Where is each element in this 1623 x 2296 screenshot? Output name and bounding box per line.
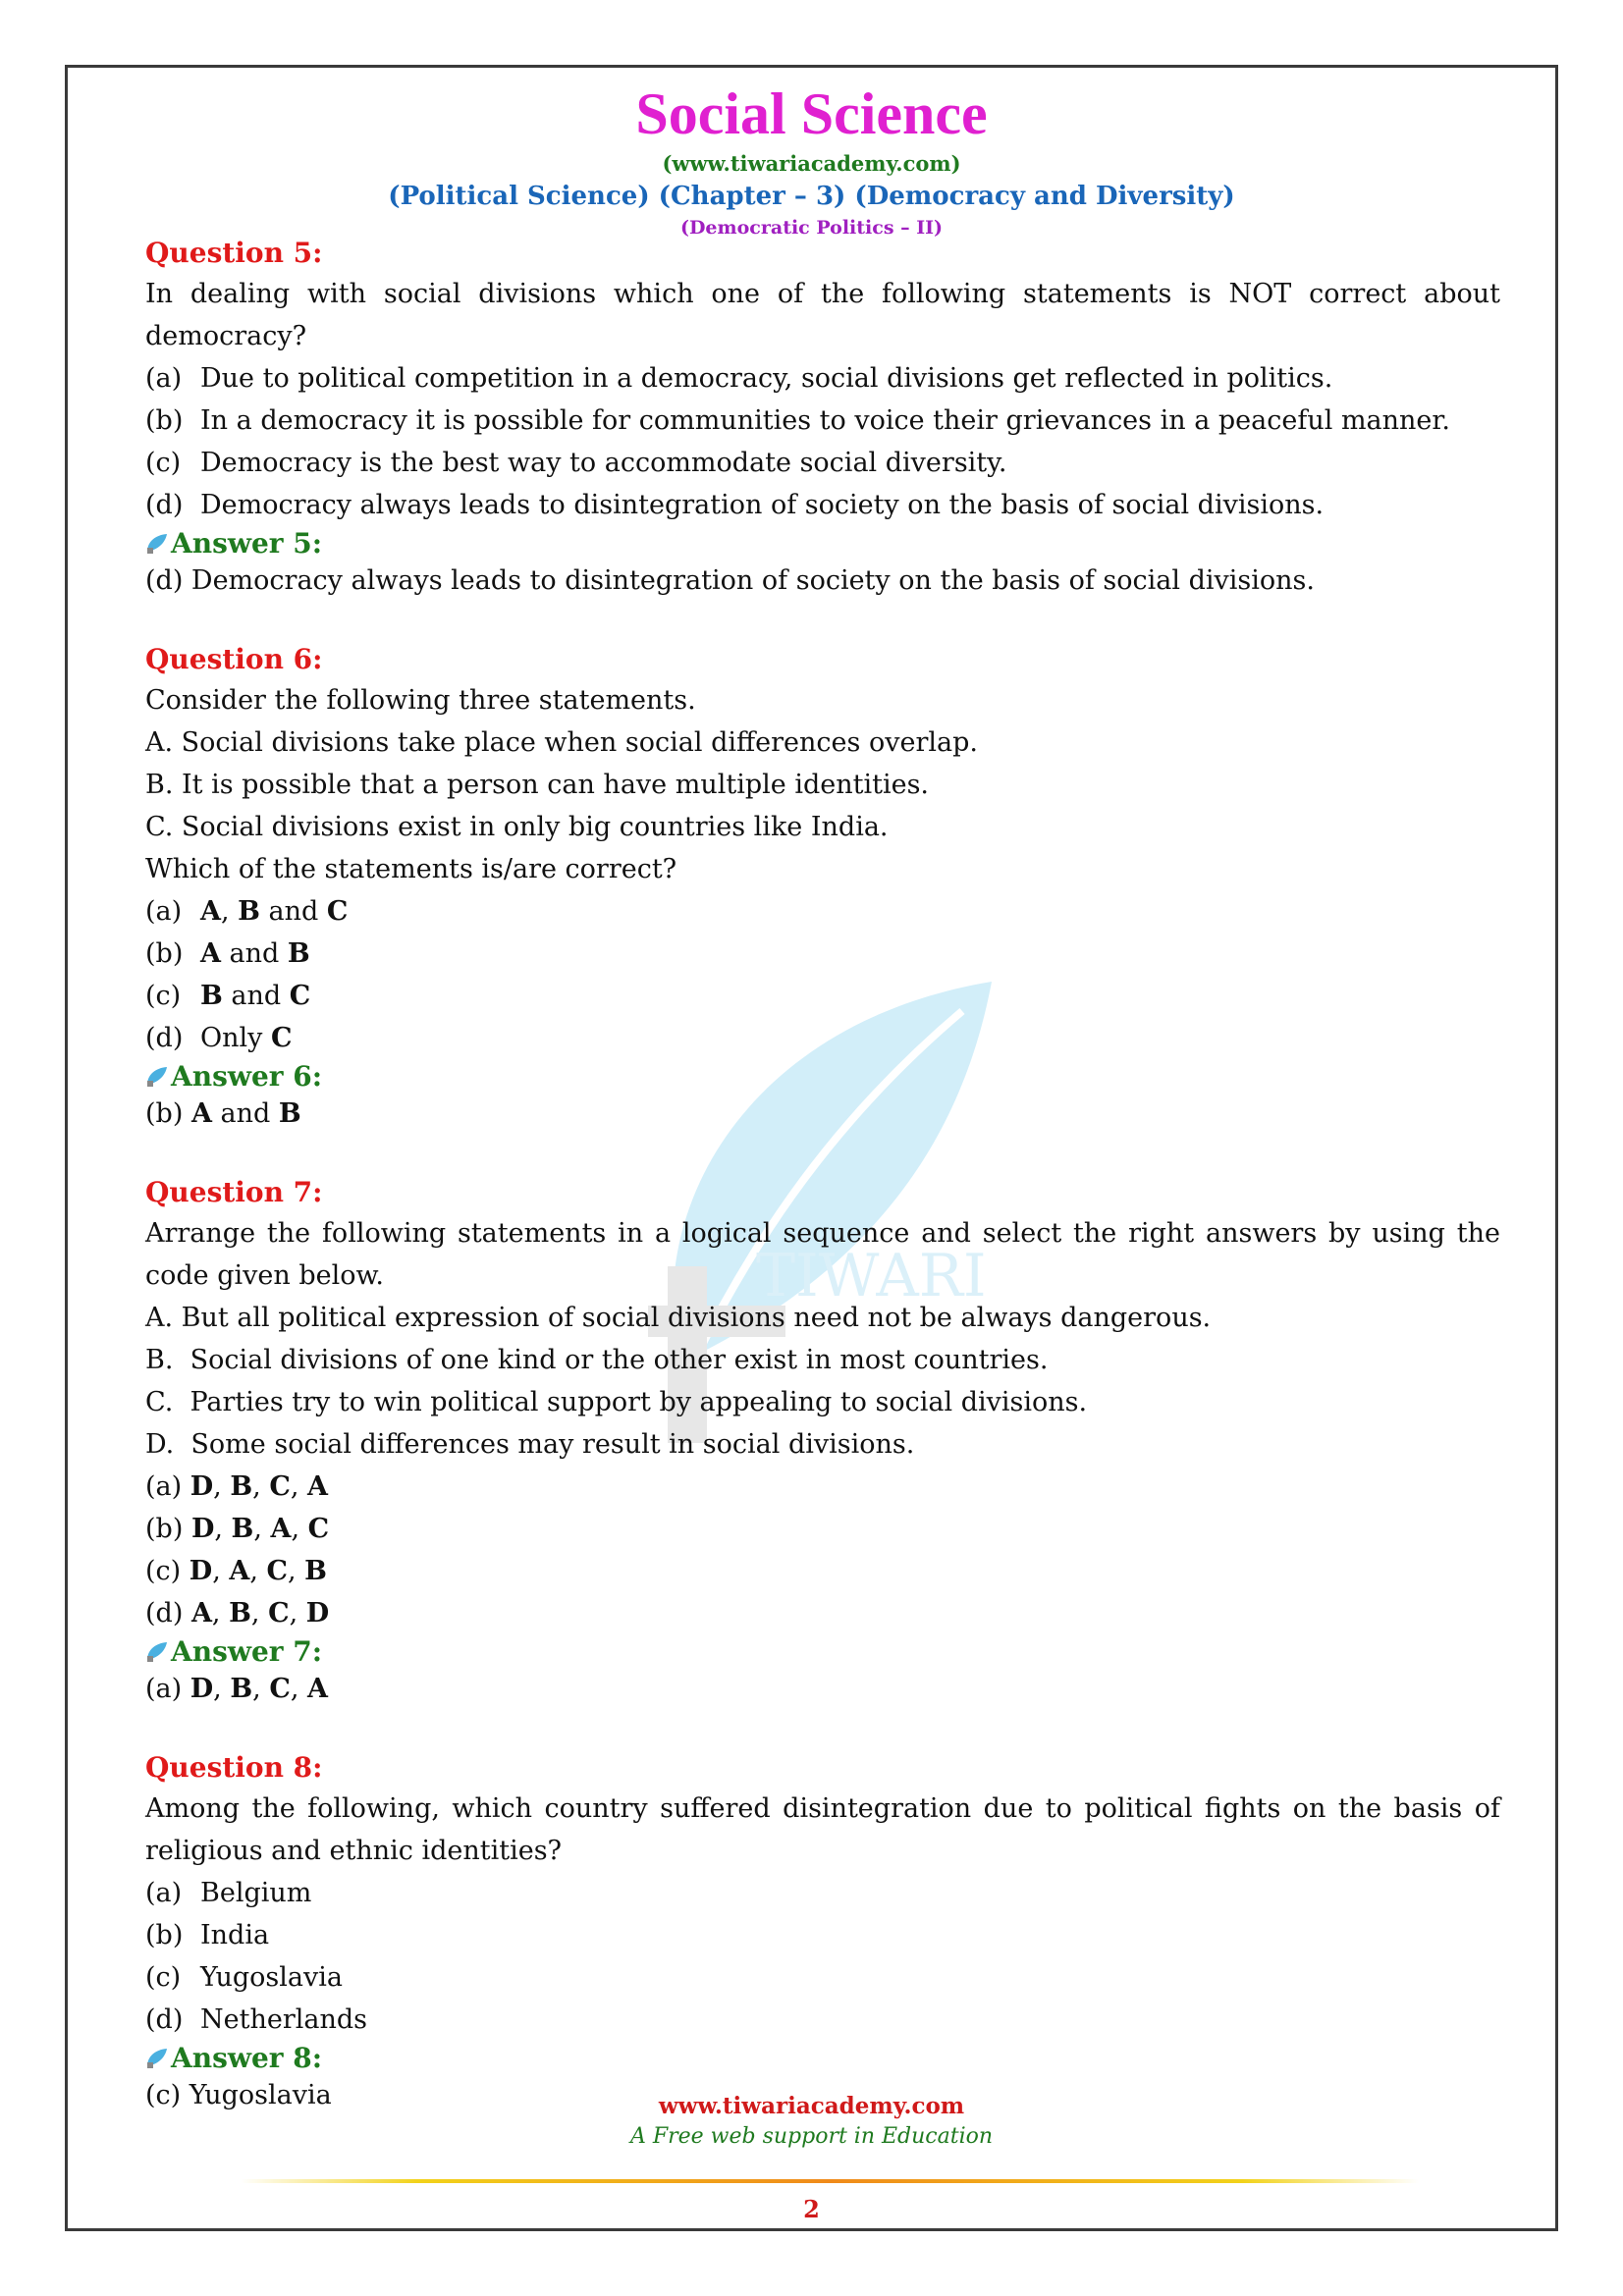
option-text: Yugoslavia [200,1962,343,1993]
option-label: (d) [145,490,184,520]
option-text: India [200,1920,270,1950]
seq-item: D [305,1598,330,1629]
footer-divider [241,2179,1419,2183]
option-item [145,357,1500,400]
questions-content [145,234,1500,2155]
option-part: B [287,938,310,969]
option-label: (c) [145,981,182,1011]
option-item: (a) D, B, C, A [145,1471,328,1502]
option-label: (a) [145,896,183,927]
answer-heading-text: Answer 5: [171,527,323,560]
option-sep: Only [200,1023,271,1053]
option-text: Democracy always leads to disintegration of society on the basis of social divisions. [200,490,1325,520]
statement-item: B. It is possible that a person can have multiple identities. [145,770,930,800]
leaf-logo-icon [145,1640,169,1664]
option-item [145,442,1500,484]
option-item: (b) D, B, A, C [145,1514,330,1544]
option-label: (b) [145,1514,191,1544]
option-text [200,975,310,1017]
leaf-logo-icon [145,1065,169,1089]
option-label: (b) [145,405,184,436]
option-label: (a) [145,363,183,394]
seq-item: B [230,1674,253,1704]
seq-item: B [231,1514,254,1544]
option-label: (a) [145,1471,190,1502]
question-heading: Question 6: [145,643,323,675]
answer-text: (d) Democracy always leads to disintegration of society on the basis of social divisions. [145,565,1315,596]
option-label: (c) [145,1556,189,1586]
option-item [145,484,1500,526]
answer-heading-text: Answer 6: [171,1060,323,1093]
question-block-8 [145,1748,1500,2115]
watermark-text: TIWARI [756,1242,987,1310]
footer-tagline: A Free web support in Education [629,2124,994,2149]
seq-item: B [230,1471,253,1502]
answer-text: (c) Yugoslavia [145,2080,332,2110]
answer-prefix: (b) [145,1098,191,1129]
statement-item: D. Some social differences may result in social divisions. [145,1429,915,1460]
question-heading: Question 8: [145,1751,323,1784]
option-item [145,1956,1500,1999]
option-item: (c) D, A, C, B [145,1556,327,1586]
leaf-logo-icon [145,2047,169,2070]
seq-item: C [269,1674,291,1704]
option-text: Belgium [200,1878,312,1908]
option-label: (d) [145,1023,184,1053]
seq-item: D [190,1514,215,1544]
option-label: (d) [145,1598,191,1629]
statement-item: A. Social divisions take place when social differences overlap. [145,727,978,758]
question-block-7 [145,1173,1500,1709]
answer-heading [145,1634,1500,1670]
question-text: In dealing with social divisions which one of the following statements is NOT correct about democracy? [145,279,1500,351]
seq-item: D [189,1471,214,1502]
option-part: B [200,981,223,1011]
question-text: Arrange the following statements in a logical sequence and select the right answers by using the code given below. [145,1218,1500,1291]
answer-part: A [190,1098,212,1129]
option-sep: , [220,896,239,927]
answer-text [145,1095,1500,1134]
seq-item: C [307,1514,330,1544]
option-item [145,933,1500,975]
answer-label: (a) [145,1674,190,1704]
leaf-logo-icon [145,532,169,556]
option-sep: and [220,938,288,969]
page-number: 2 [803,2195,820,2223]
seq-item: D [189,1556,213,1586]
question-block-5 [145,234,1500,601]
option-text: Democracy is the best way to accommodate social diversity. [200,448,1007,478]
seq-item: C [266,1556,288,1586]
answer-heading [145,1059,1500,1095]
page-title: Social Science [635,81,988,146]
option-item [145,1914,1500,1956]
footer-site-link[interactable]: www.tiwariacademy.com [658,2093,965,2119]
option-label: (b) [145,1920,184,1950]
option-text: Due to political competition in a democracy, social divisions get reflected in politics. [200,363,1333,394]
option-part: C [326,896,349,927]
option-item [145,1872,1500,1914]
question-block-6 [145,640,1500,1134]
option-part: A [200,896,221,927]
header-site: (www.tiwariacademy.com) [662,151,961,176]
statement-item: A. But all political expression of social divisions need not be always dangerous. [145,1303,1212,1333]
option-part: C [289,981,311,1011]
seq-item: C [268,1598,290,1629]
seq-item: A [270,1514,292,1544]
option-item [145,400,1500,442]
option-text [200,933,310,975]
answer-heading [145,2041,1500,2076]
option-text [200,890,348,933]
option-sep: and [222,981,290,1011]
option-item [145,1999,1500,2041]
option-item [145,975,1500,1017]
option-label: (c) [145,448,182,478]
question-heading: Question 7: [145,1176,323,1208]
answer-heading [145,526,1500,561]
option-text: Netherlands [200,2004,367,2035]
seq-item: B [229,1598,251,1629]
option-item [145,1017,1500,1059]
seq-item: B [304,1556,327,1586]
seq-item: C [269,1471,291,1502]
seq-item: A [307,1674,328,1704]
seq-item: D [189,1674,214,1704]
page-footer [0,2091,1623,2152]
answer-text: (a) D, B, C, A [145,1674,328,1704]
statement-item: B. Social divisions of one kind or the other exist in most countries. [145,1345,1049,1375]
option-text: In a democracy it is possible for communities to voice their grievances in a peaceful manner. [200,405,1450,436]
question-intro: Consider the following three statements. [145,685,696,716]
answer-heading-text: Answer 8: [171,2042,323,2074]
option-item [145,890,1500,933]
question-text: Which of the statements is/are correct? [145,854,677,884]
page-header [0,79,1623,241]
option-item: (d) A, B, C, D [145,1598,330,1629]
option-part: B [238,896,260,927]
option-label: (a) [145,1878,183,1908]
question-text: Among the following, which country suffered disintegration due to political fights on the basis of religious and ethnic identities? [145,1793,1500,1866]
option-text [200,1017,293,1059]
option-part: A [200,938,221,969]
question-heading: Question 5: [145,237,323,269]
seq-item: A [190,1598,212,1629]
option-label: (b) [145,938,184,969]
answer-part: B [278,1098,301,1129]
seq-item: A [307,1471,328,1502]
book-subtitle: (Democratic Politics – II) [679,217,944,239]
answer-sep: and [211,1098,279,1129]
statement-item: C. Social divisions exist in only big countries like India. [145,812,889,842]
statement-item: C. Parties try to win political support by appealing to social divisions. [145,1387,1088,1417]
option-part: C [271,1023,293,1053]
option-sep: and [259,896,327,927]
chapter-heading: (Political Science) (Chapter – 3) (Democracy and Diversity) [388,182,1235,211]
answer-heading-text: Answer 7: [171,1635,323,1668]
seq-item: A [229,1556,250,1586]
option-label: (c) [145,1962,182,1993]
option-label: (d) [145,2004,184,2035]
